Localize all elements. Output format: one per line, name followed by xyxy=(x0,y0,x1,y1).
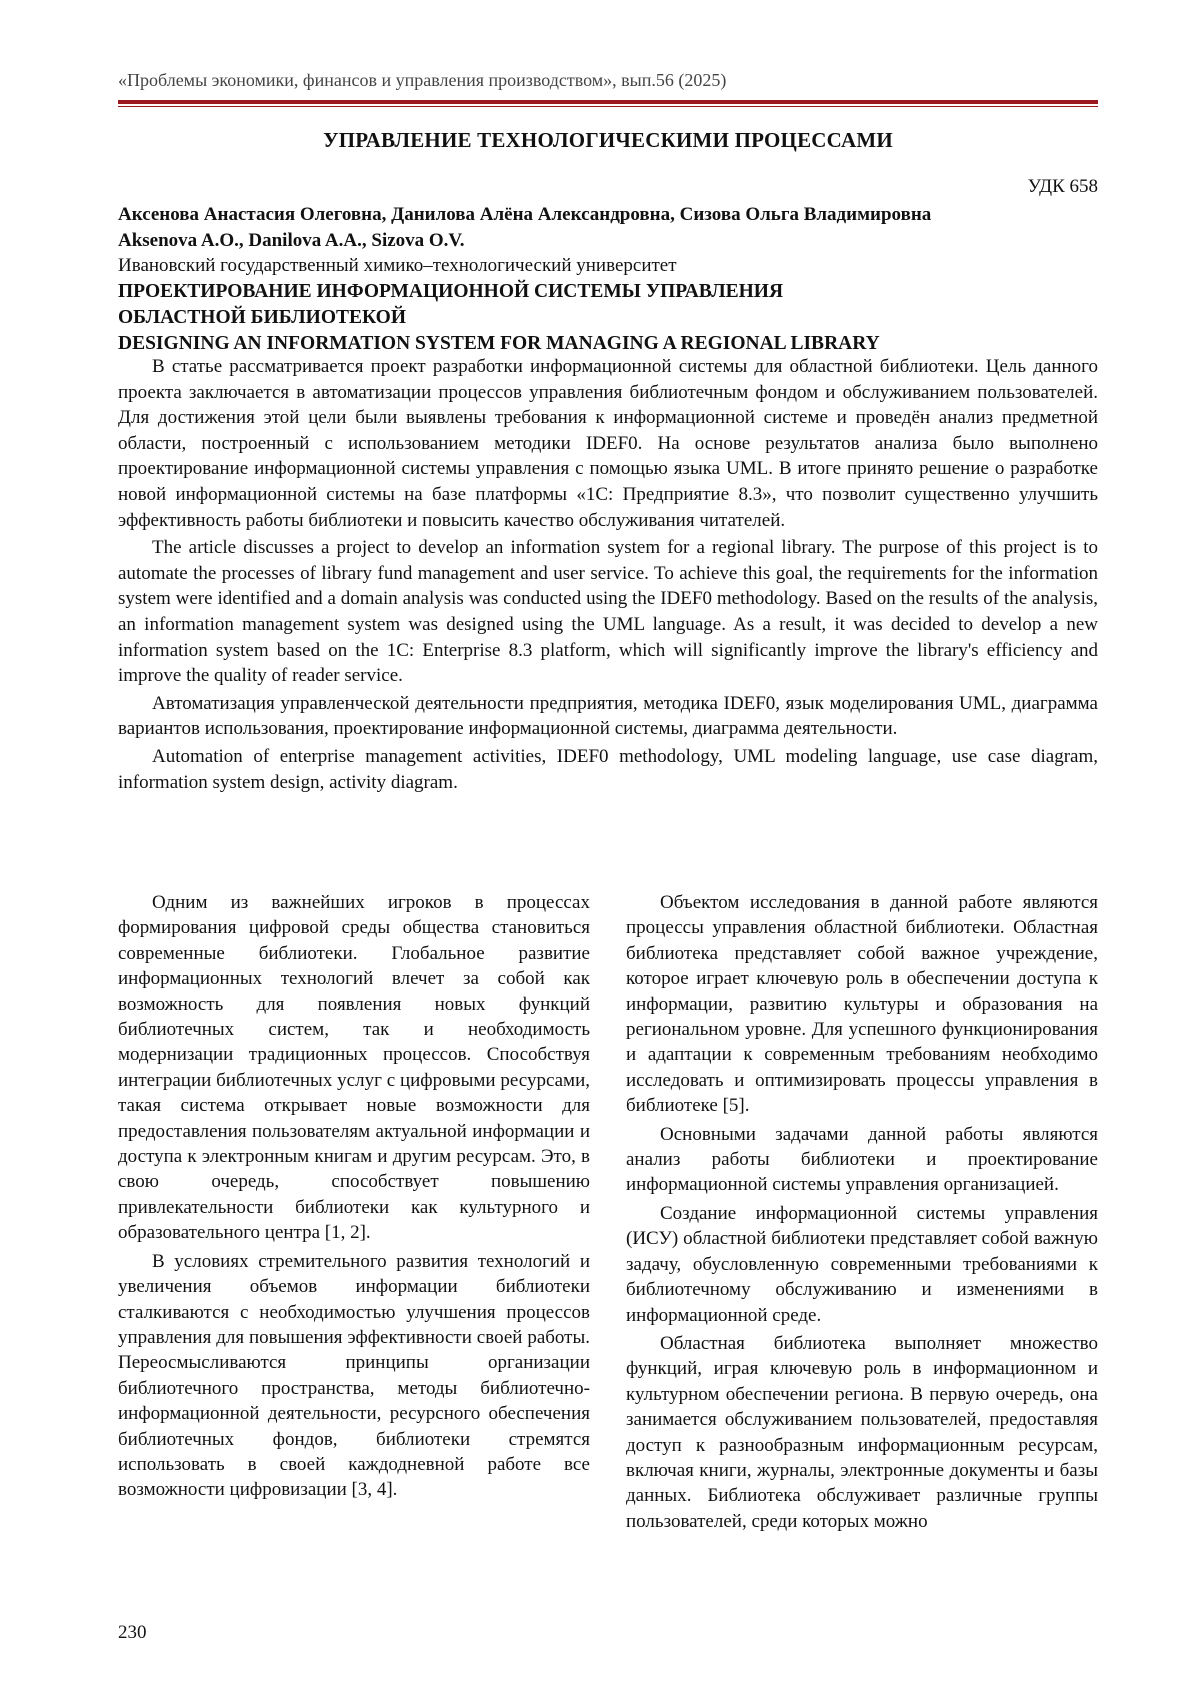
title-en: DESIGNING AN INFORMATION SYSTEM FOR MANAGING A REGIONAL LIBRARY xyxy=(118,332,880,354)
keywords-en: Automation of enterprise management activities, IDEF0 methodology, UML modeling language, use case diagram, information system design, activity diagram. xyxy=(118,745,1098,793)
affiliation: Ивановский государственный химико–технологический университет xyxy=(118,255,677,277)
page-number: 230 xyxy=(118,1622,147,1643)
header-rule-thick xyxy=(118,100,1098,104)
paragraph: Основными задачами данной работы являются анализ работы библиотеки и проектирование информационной системы управления организацией. xyxy=(626,1123,1098,1196)
paragraph: Создание информационной системы управления (ИСУ) областной библиотеки представляет собой важную задачу, обусловленную современными требованиями к библиотечному обслуживанию и изменениями в информационной среде. xyxy=(626,1202,1098,1326)
paragraph: Областная библиотека выполняет множество функций, играя ключевую роль в информационном и культурном обеспечении региона. В первую очередь, она занимается обслуживанием пользователей, предоставляя доступ к разнообразным информационным ресурсам, включая книги, журналы, электронные документы и базы данных. Библиотека обслуживает различные группы пользователей, среди которых можно xyxy=(626,1332,1098,1532)
paragraph: Объектом исследования в данной работе являются процессы управления областной библиотеки. Областная библиотека представляет собой важное учреждение, которое играет ключевую роль в обеспечении доступа к информации, развитию культуры и образования на региональном уровне. Для успешного функционирования и адаптации к современным требованиям необходимо исследовать и оптимизировать процессы управления в библиотеке [5]. xyxy=(626,892,1098,1117)
udk-code: УДК 658 xyxy=(1027,176,1098,197)
authors-en: Aksenova A.O., Danilova A.A., Sizova O.V. xyxy=(118,229,465,251)
right-column xyxy=(626,890,1098,1537)
running-header: «Проблемы экономики, финансов и управления производством», вып.56 (2025) xyxy=(118,70,727,90)
abstract-en: The article discusses a project to develop an information system for a regional library. The purpose of this project is to automate the processes of library fund management and user service. To achieve this goal, the requirements for the information system were identified and a domain analysis was conducted using the IDEF0 methodology. Based on the results of the analysis, an information management system was designed using the UML language. As a result, it was decided to develop a new information system based on the 1C: Enterprise 8.3 platform, which will significantly improve the library's efficiency and improve the quality of reader service. xyxy=(118,537,1098,687)
abstract-block xyxy=(118,354,1098,797)
left-column xyxy=(118,890,590,1506)
article-title xyxy=(118,279,1098,357)
front-matter xyxy=(118,202,1098,357)
title-ru-line1: ПРОЕКТИРОВАНИЕ ИНФОРМАЦИОННОЙ СИСТЕМЫ УПРАВЛЕНИЯ xyxy=(118,280,784,302)
abstract-ru: В статье рассматривается проект разработки информационной системы для областной библиотеки. Цель данного проекта заключается в автоматизации процессов управления библиотечным фондом и обслуживанием пользователей. Для достижения этой цели были выявлены требования к информационной системе и проведён анализ предметной области, построенный с использованием методики IDEF0. На основе результатов анализа было выполнено проектирование информационной системы управления с помощью языка UML. В итоге принято решение о разработке новой информационной системы на базе платформы «1С: Предприятие 8.3», что позволит существенно улучшить эффективность работы библиотеки и повысить качество обслуживания читателей. xyxy=(118,356,1098,531)
paragraph: Одним из важнейших игроков в процессах формирования цифровой среды общества становиться современные библиотеки. Глобальное развитие информационных технологий влечет за собой как возможность для появления новых функций библиотечных систем, так и необходимость модернизации традиционных процессов. Способствуя интеграции библиотечных услуг с цифровыми ресурсами, такая система открывает новые возможности для предоставления пользователям актуальной информации и доступа к электронным книгам и другим ресурсам. Это, в свою очередь, способствует повышению привлекательности библиотеки как культурного и образовательного центра [1, 2]. xyxy=(118,892,590,1244)
header-rule-thin xyxy=(118,106,1098,107)
keywords-ru: Автоматизация управленческой деятельности предприятия, методика IDEF0, язык моделирования UML, диаграмма вариантов использования, проектирование информационной системы, диаграмма деятельности. xyxy=(118,692,1098,740)
section-title: УПРАВЛЕНИЕ ТЕХНОЛОГИЧЕСКИМИ ПРОЦЕССАМИ xyxy=(323,128,893,152)
paragraph: В условиях стремительного развития технологий и увеличения объемов информации библиотеки сталкиваются с необходимостью улучшения процессов управления для повышения эффективности своей работы. Переосмысливаются принципы организации библиотечного пространства, методы библиотечно-информационной деятельности, ресурсного обеспечения библиотечных фондов, библиотеки стремятся использовать в своей каждодневной работе все возможности цифровизации [3, 4]. xyxy=(118,1250,590,1501)
authors-ru: Аксенова Анастасия Олеговна, Данилова Алёна Александровна, Сизова Ольга Владимировна xyxy=(118,204,932,225)
title-ru-line2: ОБЛАСТНОЙ БИБЛИОТЕКОЙ xyxy=(118,306,407,328)
